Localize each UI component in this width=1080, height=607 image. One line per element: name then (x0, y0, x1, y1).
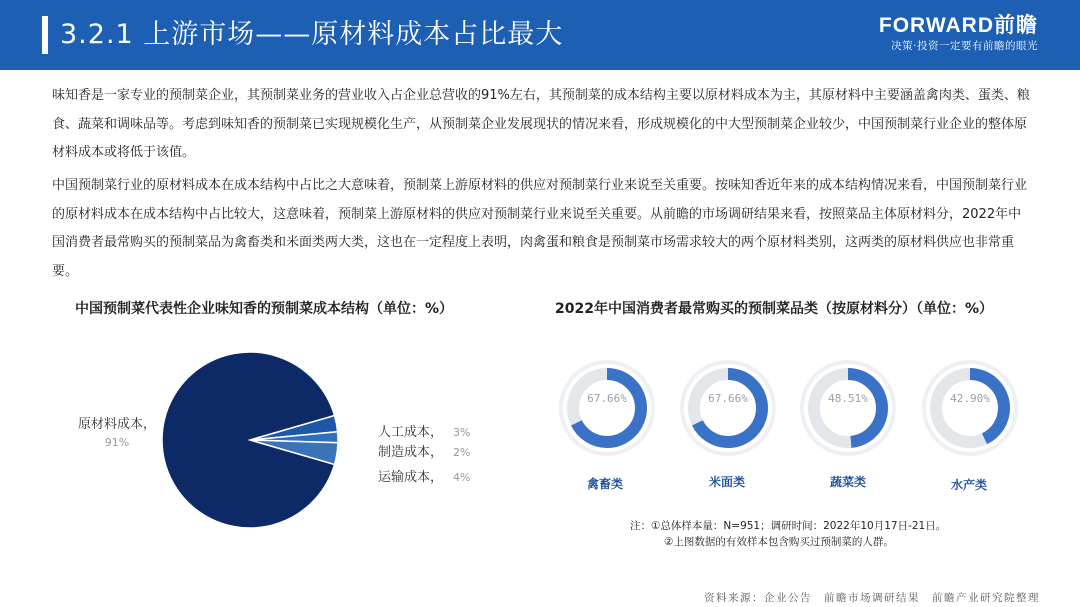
pie-chart-title: 中国预制菜代表性企业味知香的预制菜成本结构（单位：%） (75, 301, 454, 317)
donut-aquatic (920, 358, 1020, 458)
pie-label-raw-material (78, 413, 156, 449)
pie-label-transport (378, 466, 470, 485)
donut-poultry-livestock (557, 358, 657, 458)
donut-chart-title: 2022年中国消费者最常购买的预制菜品类（按原材料分）（单位：%） (555, 301, 993, 317)
brand-slogan: 决策·投资一定要有前瞻的眼光 (891, 40, 1038, 52)
note-line-2: ②上图数据的有效样本包含购买过预制菜的人群。 (664, 536, 894, 548)
donut-rice-noodle (678, 358, 778, 458)
header-bar (0, 0, 1080, 70)
donut-ring (557, 358, 657, 458)
pie-label-value: 3% (453, 426, 471, 439)
donut-category-label: 禽畜类 (587, 477, 624, 491)
paragraph-analysis: 中国预制菜行业的原材料成本在成本结构中占比之大意味着，预制菜上游原材料的供应对预制菜行业来说至关重要。按味知香近年来的成本结构情况来看，中国预制菜行业的原材料成本在成本结构中占比较大，这意味着，预制菜上游原材料的供应对预制菜行业来说至关重要。从前瞻的市场调研结果来看，按照菜品主体原材料分，2022年中国消费者最常购买的预制菜品为禽畜类和米面类两大类，这也在一定程度上表明，肉禽蛋和粮食是预制菜市场需求较大的两个原材料类别，这两类的原材料供应也非常重要。 (52, 178, 1028, 279)
pie-label-text: 制造成本， (378, 445, 444, 460)
donut-value-label: 67.66% (587, 392, 627, 405)
donut-ring (798, 358, 898, 458)
brand-logo (879, 14, 1038, 54)
pie-label-value: 91% (104, 436, 130, 449)
note-line-1: 注：①总体样本量：N=951；调研时间：2022年10月17日-21日。 (630, 520, 947, 532)
title-accent-bar (42, 16, 48, 54)
donut-ring (678, 358, 778, 458)
pie-label-text: 运输成本， (378, 470, 444, 485)
pie-label-value: 2% (453, 446, 471, 459)
pie-label-value: 4% (453, 471, 471, 484)
donut-value-label: 67.66% (708, 392, 748, 405)
data-source: 资料来源：企业公告 前瞻市场调研结果 前瞻产业研究院整理 (704, 592, 1040, 604)
page-title: 3.2.1 上游市场——原材料成本占比最大 (60, 19, 564, 50)
pie-label-labor (378, 421, 470, 440)
donut-vegetable (798, 358, 898, 458)
donut-category-label: 米面类 (709, 475, 746, 489)
pie-label-text: 人工成本， (378, 425, 444, 440)
donut-category-label: 蔬菜类 (830, 475, 867, 489)
donut-ring (920, 358, 1020, 458)
pie-label-text: 原材料成本， (78, 417, 157, 432)
donut-value-label: 42.90% (950, 392, 990, 405)
paragraph-intro: 味知香是一家专业的预制菜企业，其预制菜业务的营业收入占企业总营收的91%左右，其预制菜的成本结构主要以原材料成本为主，其原材料中主要涵盖禽肉类、蛋类、粮食、蔬菜和调味品等。考虑到味知香的预制菜已实现规模化生产，从预制菜企业发展现状的情况来看，形成规模化的中大型预制菜企业较少，中国预制菜行业企业的整体原材料成本或将低于该值。 (52, 88, 1030, 160)
pie-label-manufacturing (378, 441, 470, 460)
survey-note (630, 518, 946, 550)
brand-name: FORWARD前瞻 (878, 14, 1038, 37)
donut-value-label: 48.51% (828, 392, 868, 405)
donut-category-label: 水产类 (951, 478, 988, 492)
cost-structure-pie-chart (150, 340, 350, 540)
